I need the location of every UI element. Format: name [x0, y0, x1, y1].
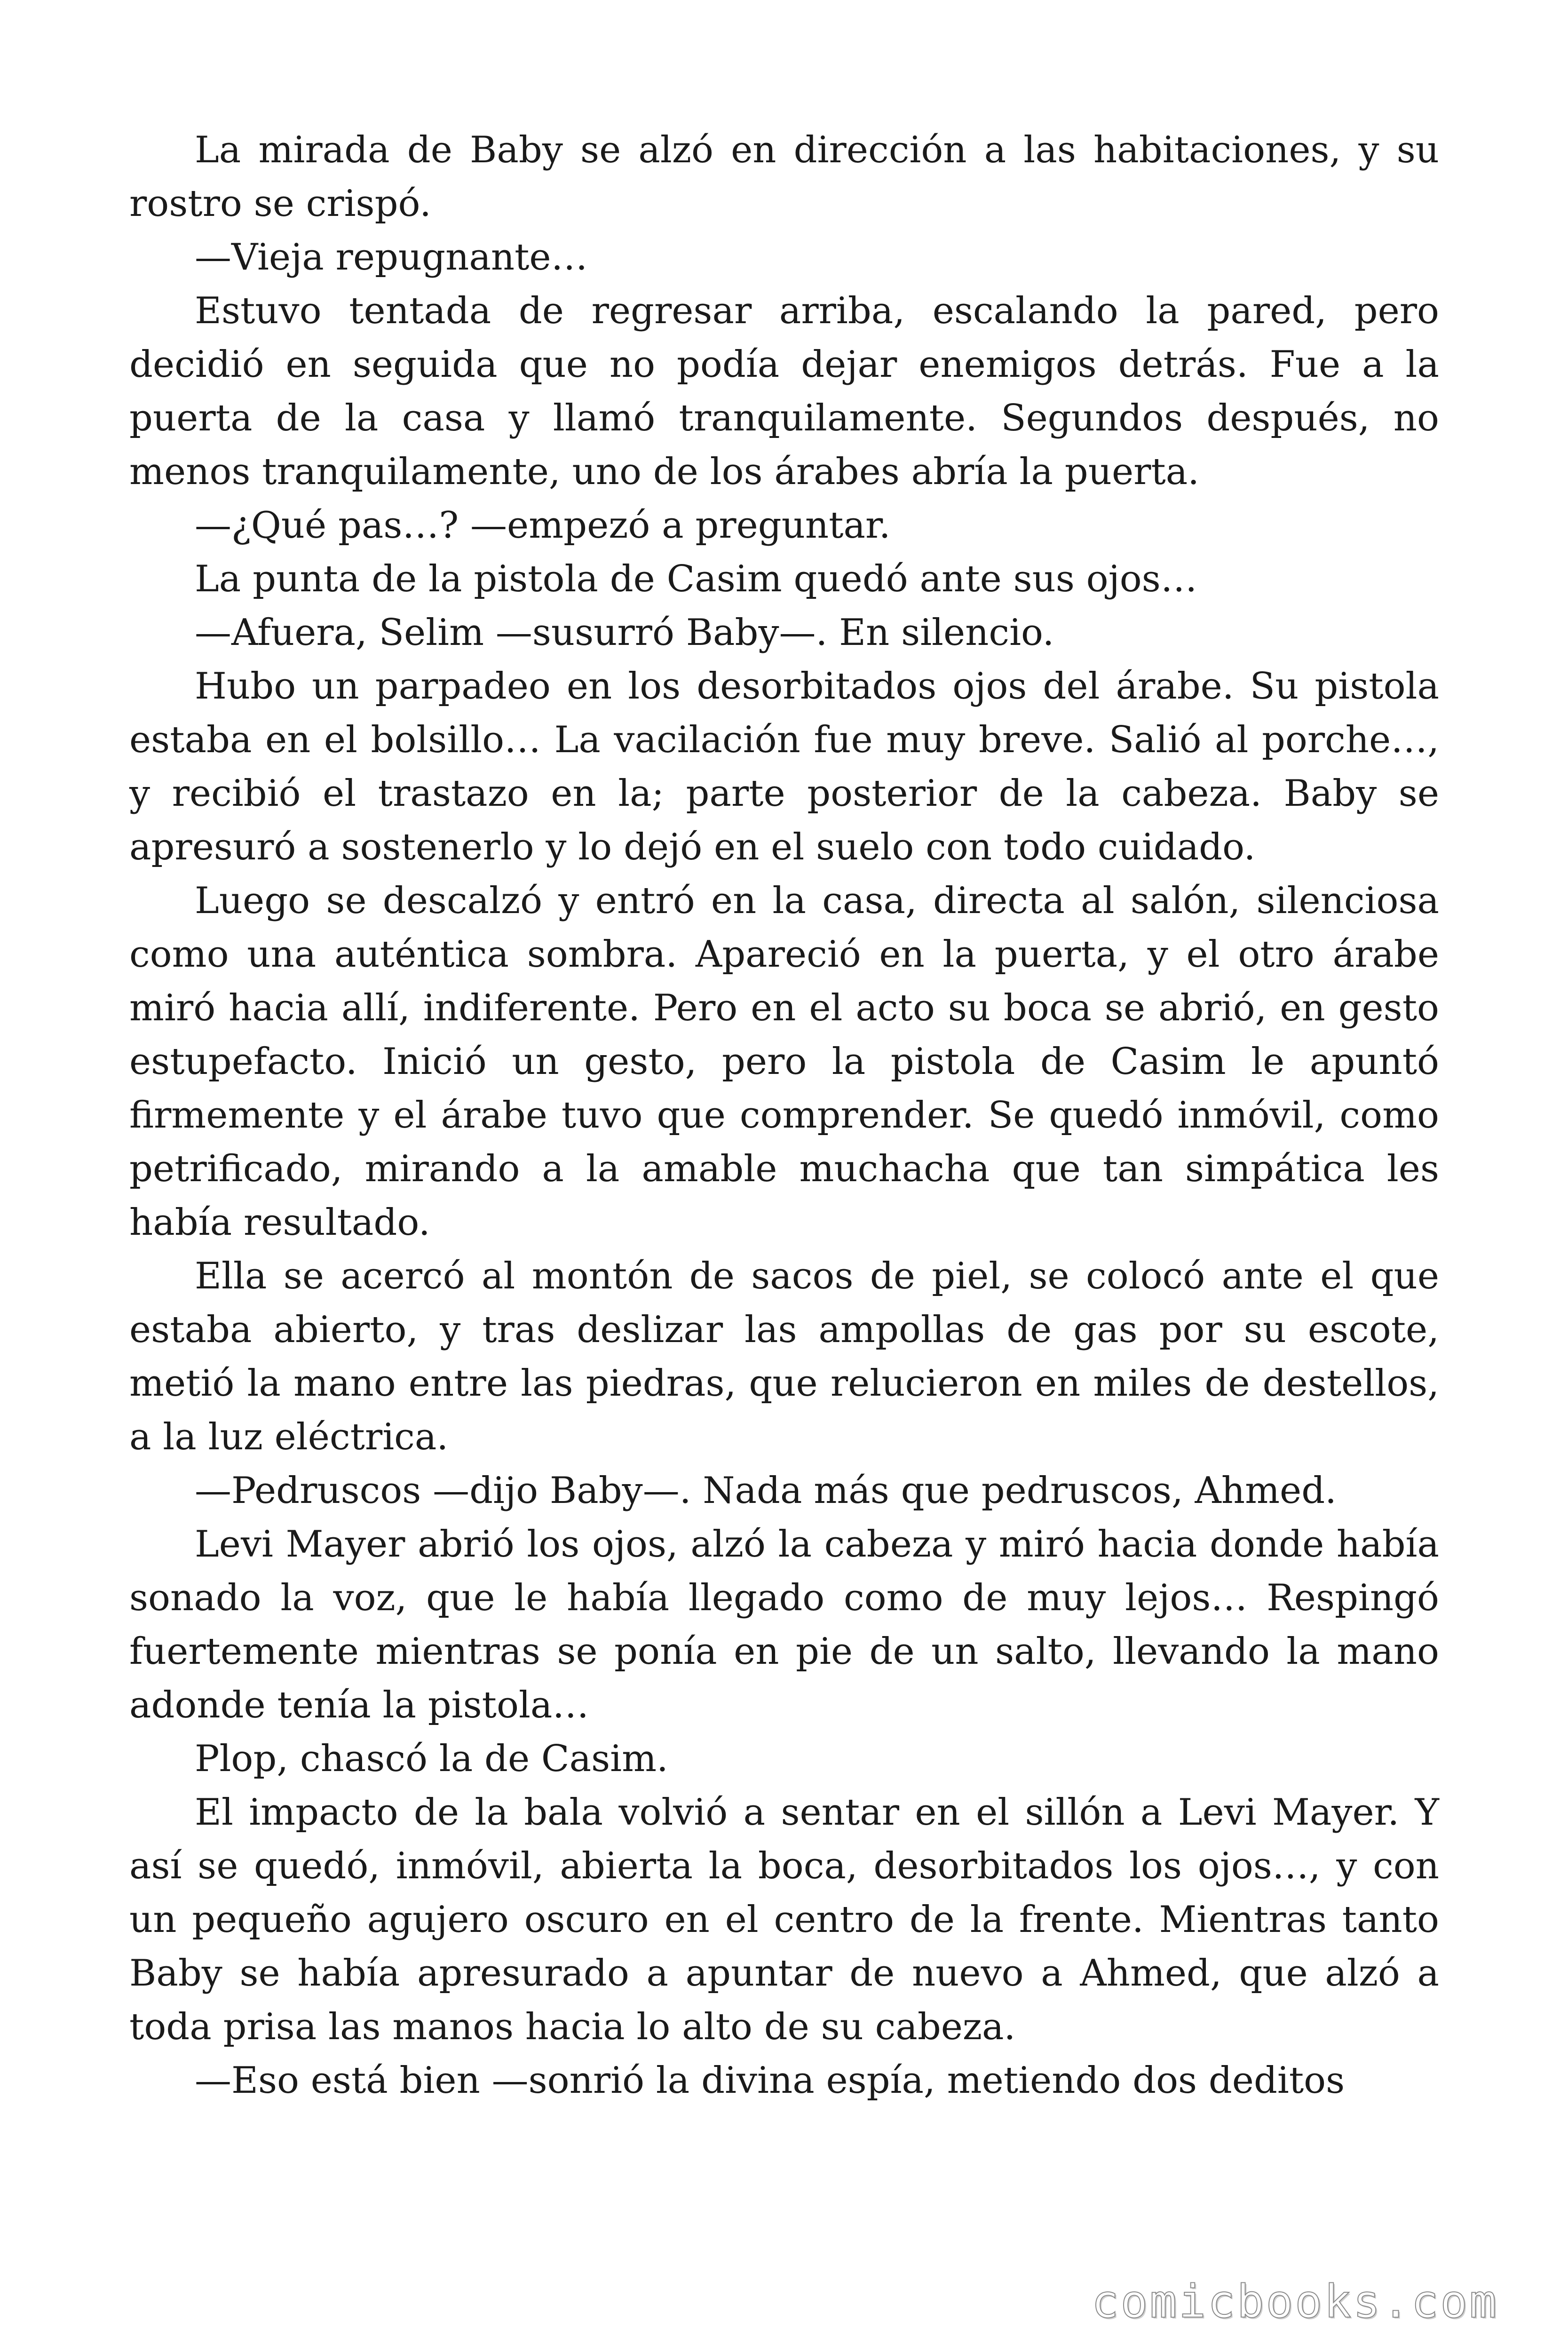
- body-text: [129, 123, 1439, 2107]
- paragraph: —Vieja repugnante…: [195, 236, 588, 278]
- paragraph: —Afuera, Selim —susurró Baby—. En silencio.: [195, 612, 1054, 654]
- paragraph: Ella se acercó al montón de sacos de piel, se colocó ante el que estaba abierto, y tras deslizar las ampollas de gas por su escote, metió la mano entre las piedras, que relucieron en miles de destellos, a la luz eléctrica.: [129, 1255, 1439, 1458]
- paragraph: El impacto de la bala volvió a sentar en el sillón a Levi Mayer. Y así se quedó, inmóvil, abierta la boca, desorbitados los ojos…, y con un pequeño agujero oscuro en el centro de la frente. Mientras tanto Baby se había apresurado a apuntar de nuevo a Ahmed, que alzó a toda prisa las manos hacia lo alto de su cabeza.: [129, 1791, 1439, 2048]
- paragraph: —¿Qué pas…? —empezó a preguntar.: [195, 504, 891, 547]
- watermark: comicbooks.com: [1091, 2275, 1498, 2328]
- paragraph: Plop, chascó la de Casim.: [195, 1738, 668, 1780]
- paragraph-last: —Eso está bien —sonrió la divina espía, metiendo dos deditos: [195, 2059, 1345, 2102]
- paragraph: Estuvo tentada de regresar arriba, escalando la pared, pero decidió en seguida que no podía dejar enemigos detrás. Fue a la puerta de la casa y llamó tranquilamente. Segundos después, no menos tranquilamente, uno de los árabes abría la puerta.: [129, 290, 1439, 493]
- paragraph: Luego se descalzó y entró en la casa, directa al salón, silenciosa como una auténtica sombra. Apareció en la puerta, y el otro árabe miró hacia allí, indiferente. Pero en el acto su boca se abrió, en gesto estupefacto. Inició un gesto, pero la pistola de Casim le apuntó firmemente y el árabe tuvo que comprender. Se quedó inmóvil, como petrificado, mirando a la amable muchacha que tan simpática les había resultado.: [129, 880, 1439, 1244]
- paragraph: Levi Mayer abrió los ojos, alzó la cabeza y miró hacia donde había sonado la voz, que le había llegado como de muy lejos… Respingó fuertemente mientras se ponía en pie de un salto, llevando la mano adonde tenía la pistola…: [129, 1523, 1439, 1726]
- paragraph: Hubo un parpadeo en los desorbitados ojos del árabe. Su pistola estaba en el bolsillo… La vacilación fue muy breve. Salió al porche…, y recibió el trastazo en la; parte posterior de la cabeza. Baby se apresuró a sostenerlo y lo dejó en el suelo con todo cuidado.: [129, 665, 1439, 868]
- paragraph: La mirada de Baby se alzó en dirección a las habitaciones, y su rostro se crispó.: [129, 129, 1439, 225]
- paragraph: La punta de la pistola de Casim quedó ante sus ojos…: [195, 558, 1197, 600]
- paragraph: —Pedruscos —dijo Baby—. Nada más que pedruscos, Ahmed.: [195, 1470, 1337, 1512]
